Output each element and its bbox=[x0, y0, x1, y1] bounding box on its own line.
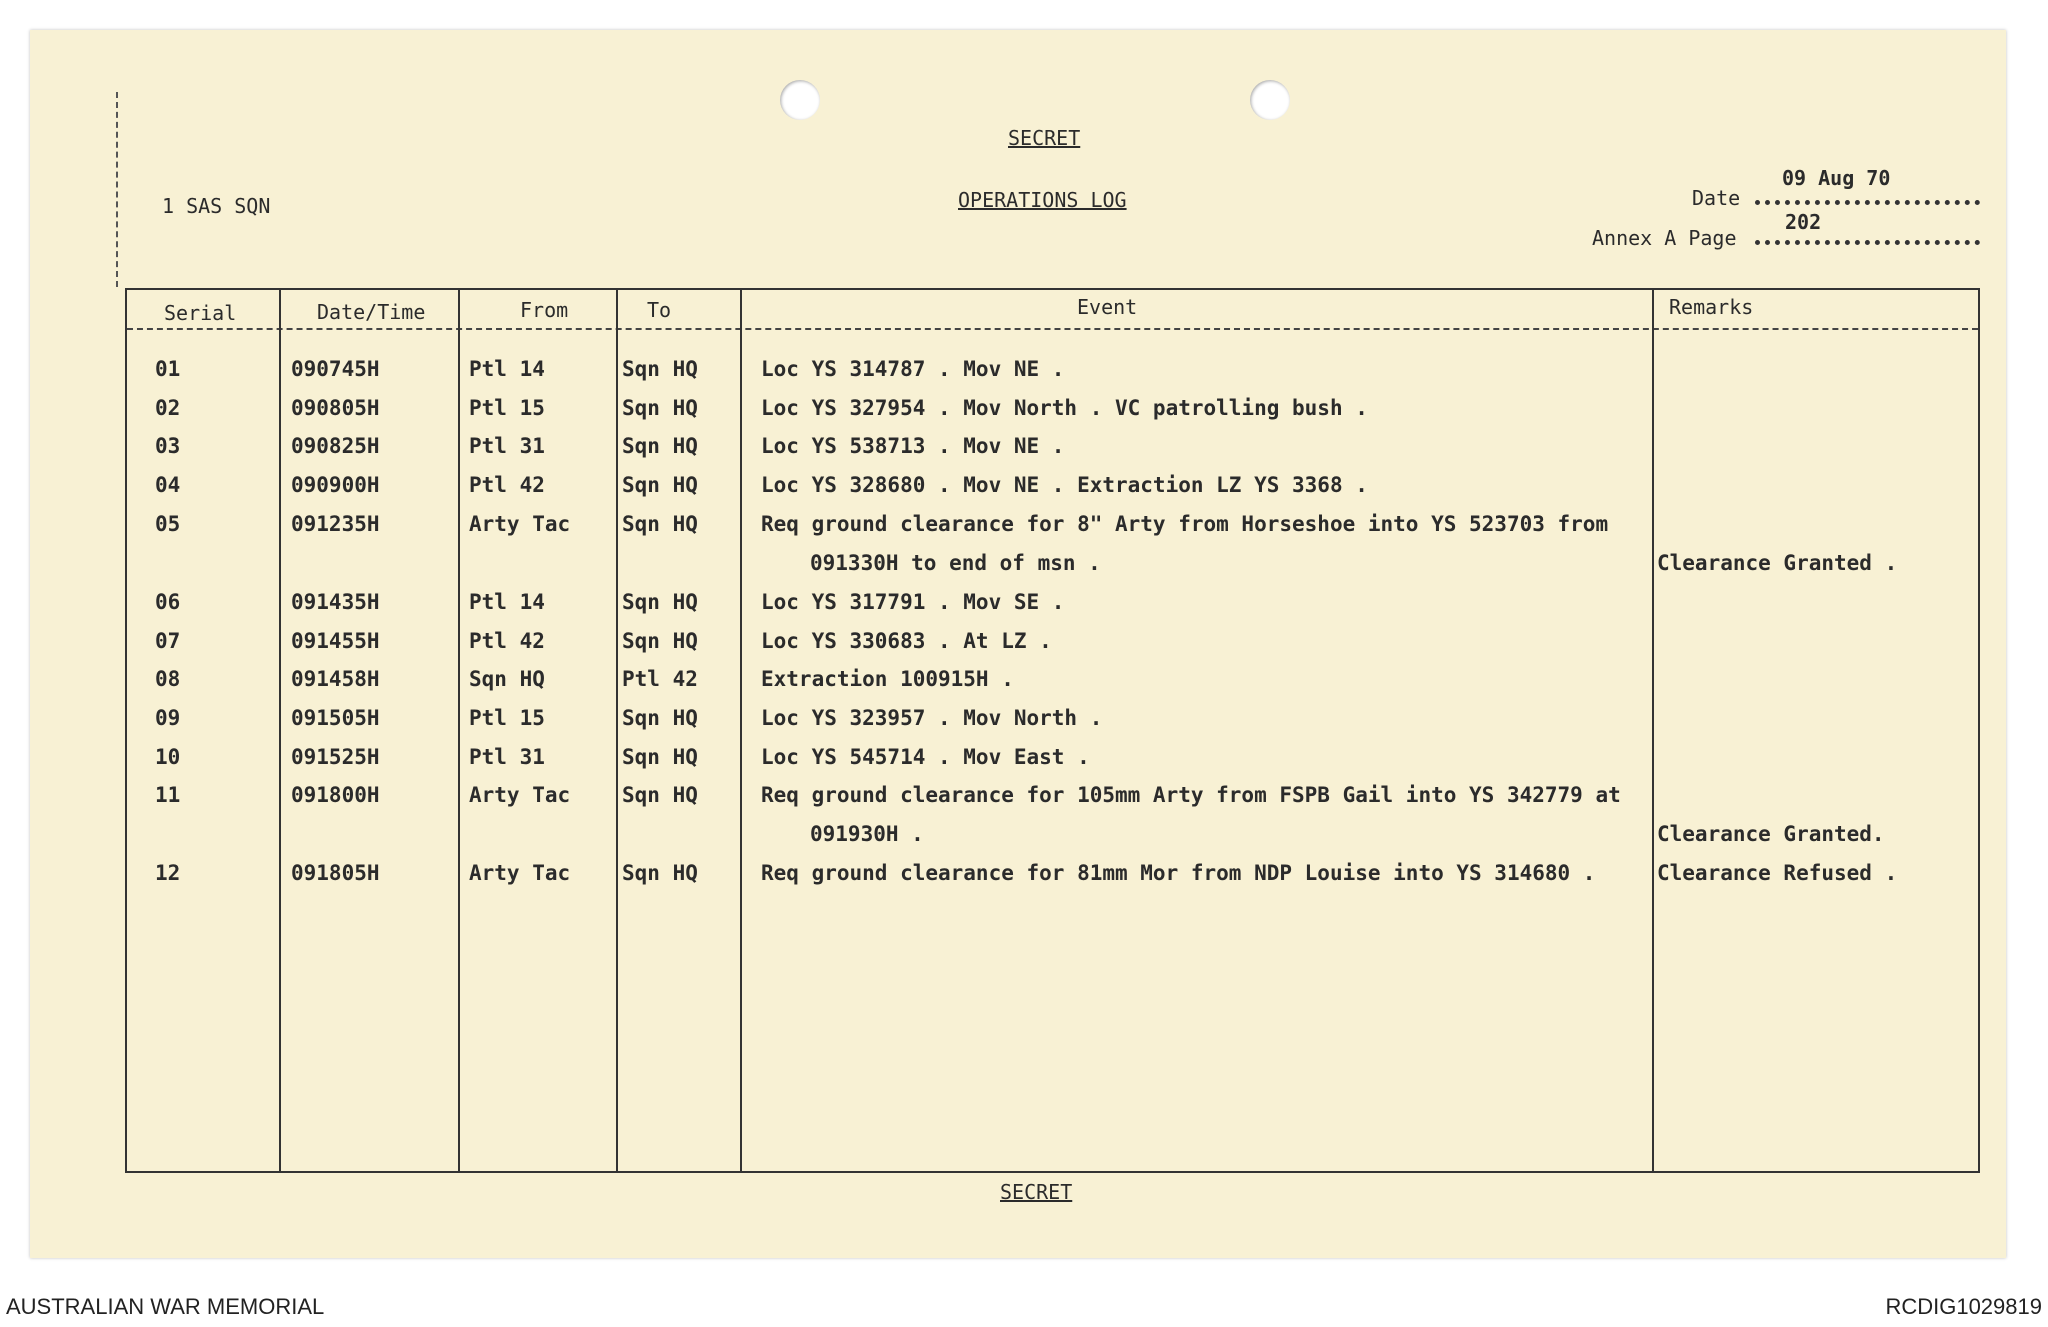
header-divider bbox=[127, 328, 1978, 330]
remarks-cell: Clearance Refused . bbox=[1657, 861, 1898, 885]
from-cell: Sqn HQ bbox=[469, 667, 545, 691]
column-divider bbox=[1652, 290, 1654, 1171]
to-cell: Sqn HQ bbox=[622, 783, 698, 807]
to-cell: Sqn HQ bbox=[622, 745, 698, 769]
remarks-cell: Clearance Granted . bbox=[1657, 551, 1898, 575]
event-cell: Loc YS 545714 . Mov East . bbox=[761, 745, 1090, 769]
event-cell: Extraction 100915H . bbox=[761, 667, 1014, 691]
serial-cell: 07 bbox=[155, 629, 181, 653]
to-cell: Sqn HQ bbox=[622, 590, 698, 614]
to-cell: Sqn HQ bbox=[622, 512, 698, 536]
datetime-cell: 090825H bbox=[291, 434, 380, 458]
col-header-event: Event bbox=[1077, 295, 1138, 319]
datetime-cell: 091805H bbox=[291, 861, 380, 885]
classification-top: SECRET bbox=[1008, 126, 1081, 150]
datetime-cell: 091800H bbox=[291, 783, 380, 807]
event-cell: Loc YS 330683 . At LZ . bbox=[761, 629, 1052, 653]
unit-label: 1 SAS SQN bbox=[162, 194, 271, 218]
datetime-cell: 091235H bbox=[291, 512, 380, 536]
serial-cell: 08 bbox=[155, 667, 181, 691]
col-header-serial: Serial bbox=[164, 301, 237, 325]
datetime-cell: 091455H bbox=[291, 629, 380, 653]
punch-hole-right bbox=[1250, 80, 1290, 120]
to-cell: Sqn HQ bbox=[622, 629, 698, 653]
to-cell: Sqn HQ bbox=[622, 357, 698, 381]
serial-cell: 11 bbox=[155, 783, 181, 807]
serial-cell: 09 bbox=[155, 706, 181, 730]
date-label: Date bbox=[1692, 186, 1741, 210]
punch-hole-left bbox=[780, 80, 820, 120]
serial-cell: 12 bbox=[155, 861, 181, 885]
event-cell: Req ground clearance for 81mm Mor from NDP Louise into YS 314680 . bbox=[761, 861, 1596, 885]
archive-id: RCDIG1029819 bbox=[1885, 1294, 2042, 1319]
event-cell: Req ground clearance for 8" Arty from Horseshoe into YS 523703 from bbox=[761, 512, 1609, 536]
date-dotted-line bbox=[1755, 200, 1980, 205]
page-value: 202 bbox=[1785, 210, 1822, 234]
page-dotted-line bbox=[1755, 240, 1980, 245]
from-cell: Ptl 14 bbox=[469, 357, 545, 381]
document-title: OPERATIONS LOG bbox=[958, 188, 1127, 212]
to-cell: Sqn HQ bbox=[622, 861, 698, 885]
serial-cell: 05 bbox=[155, 512, 181, 536]
event-cell-continuation: 091330H to end of msn . bbox=[810, 551, 1101, 575]
to-cell: Ptl 42 bbox=[622, 667, 698, 691]
serial-cell: 06 bbox=[155, 590, 181, 614]
page-label: Annex A Page bbox=[1592, 226, 1737, 250]
event-cell: Loc YS 323957 . Mov North . bbox=[761, 706, 1103, 730]
to-cell: Sqn HQ bbox=[622, 434, 698, 458]
from-cell: Ptl 42 bbox=[469, 629, 545, 653]
date-value: 09 Aug 70 bbox=[1782, 166, 1891, 190]
col-header-remarks: Remarks bbox=[1669, 295, 1754, 319]
classification-bottom: SECRET bbox=[1000, 1180, 1073, 1204]
datetime-cell: 090745H bbox=[291, 357, 380, 381]
from-cell: Ptl 15 bbox=[469, 706, 545, 730]
column-divider bbox=[458, 290, 460, 1171]
remarks-cell: Clearance Granted. bbox=[1657, 822, 1885, 846]
from-cell: Ptl 31 bbox=[469, 745, 545, 769]
column-divider bbox=[740, 290, 742, 1171]
from-cell: Ptl 42 bbox=[469, 473, 545, 497]
datetime-cell: 091505H bbox=[291, 706, 380, 730]
serial-cell: 03 bbox=[155, 434, 181, 458]
datetime-cell: 091435H bbox=[291, 590, 380, 614]
serial-cell: 04 bbox=[155, 473, 181, 497]
serial-cell: 01 bbox=[155, 357, 181, 381]
event-cell: Loc YS 327954 . Mov North . VC patrolling bush . bbox=[761, 396, 1368, 420]
event-cell: Loc YS 328680 . Mov NE . Extraction LZ YS 3368 . bbox=[761, 473, 1368, 497]
event-cell: Loc YS 314787 . Mov NE . bbox=[761, 357, 1065, 381]
to-cell: Sqn HQ bbox=[622, 706, 698, 730]
serial-cell: 02 bbox=[155, 396, 181, 420]
event-cell: Loc YS 538713 . Mov NE . bbox=[761, 434, 1065, 458]
col-header-from: From bbox=[520, 298, 569, 322]
from-cell: Arty Tac bbox=[469, 512, 571, 536]
from-cell: Arty Tac bbox=[469, 861, 571, 885]
event-cell: Req ground clearance for 105mm Arty from FSPB Gail into YS 342779 at bbox=[761, 783, 1621, 807]
to-cell: Sqn HQ bbox=[622, 396, 698, 420]
operations-log-table bbox=[125, 288, 1980, 1173]
from-cell: Ptl 14 bbox=[469, 590, 545, 614]
datetime-cell: 090900H bbox=[291, 473, 380, 497]
event-cell: Loc YS 317791 . Mov SE . bbox=[761, 590, 1065, 614]
datetime-cell: 091458H bbox=[291, 667, 380, 691]
from-cell: Arty Tac bbox=[469, 783, 571, 807]
datetime-cell: 091525H bbox=[291, 745, 380, 769]
col-header-datetime: Date/Time bbox=[317, 300, 426, 324]
datetime-cell: 090805H bbox=[291, 396, 380, 420]
from-cell: Ptl 31 bbox=[469, 434, 545, 458]
serial-cell: 10 bbox=[155, 745, 181, 769]
from-cell: Ptl 15 bbox=[469, 396, 545, 420]
column-divider bbox=[616, 290, 618, 1171]
event-cell-continuation: 091930H . bbox=[810, 822, 924, 846]
column-divider bbox=[279, 290, 281, 1171]
to-cell: Sqn HQ bbox=[622, 473, 698, 497]
col-header-to: To bbox=[647, 298, 672, 322]
archive-credit: AUSTRALIAN WAR MEMORIAL bbox=[6, 1294, 325, 1319]
margin-mark bbox=[116, 92, 120, 287]
